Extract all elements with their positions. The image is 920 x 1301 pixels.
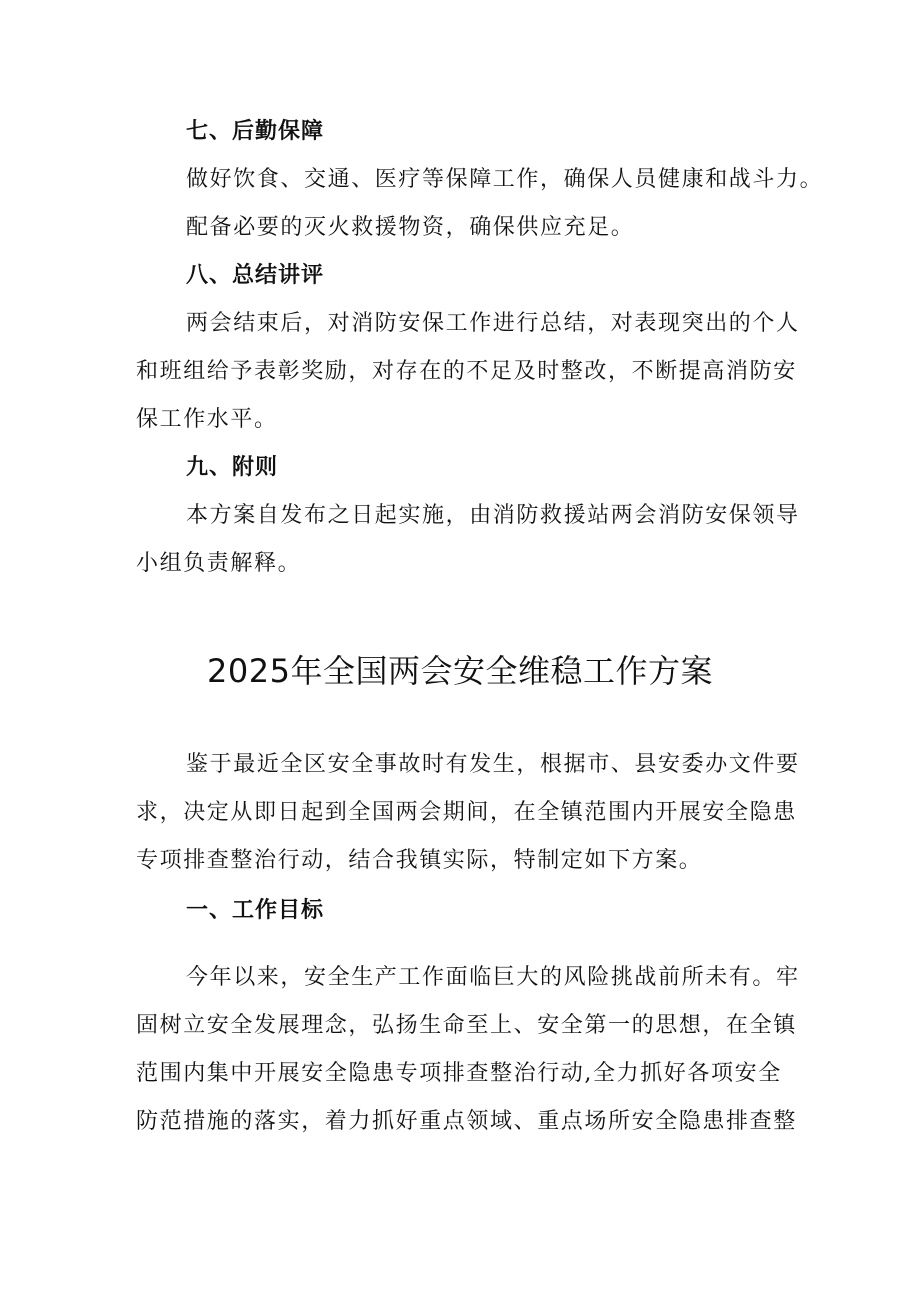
paragraph-line: 两会结束后，对消防安保工作进行总结，对表现突出的个人 [186,311,800,336]
paragraph-line: 专项排查整治行动，结合我镇实际，特制定如下方案。 [136,848,703,873]
paragraph-line: 防范措施的落实，着力抓好重点领域、重点场所安全隐患排查整 [136,1109,797,1134]
paragraph-line: 小组负责解释。 [136,551,302,576]
document-title: 2025年全国两会安全维稳工作方案 [207,652,713,690]
paragraph-line: 范围内集中开展安全隐患专项排查整治行动,全力抓好各项安全 [136,1061,782,1086]
paragraph-line: 和班组给予表彰奖励，对存在的不足及时整改，不断提高消防安 [136,359,797,384]
section-heading-seven: 七、后勤保障 [186,119,325,144]
section-heading-nine: 九、附则 [186,455,279,480]
section-heading-one: 一、工作目标 [186,898,325,923]
paragraph-line: 鉴于最近全区安全事故时有发生，根据市、县安委办文件要 [186,752,800,777]
paragraph-line: 求，决定从即日起到全国两会期间，在全镇范围内开展安全隐患 [136,800,797,825]
paragraph-line: 本方案自发布之日起实施，由消防救援站两会消防安保领导 [186,503,800,528]
paragraph-line: 今年以来，安全生产工作面临巨大的风险挑战前所未有。牢 [186,965,800,990]
paragraph-line: 保工作水平。 [136,407,278,432]
section-heading-eight: 八、总结讲评 [186,263,325,288]
paragraph-line: 固树立安全发展理念，弘扬生命至上、安全第一的思想，在全镇 [136,1013,797,1038]
paragraph-line: 做好饮食、交通、医疗等保障工作，确保人员健康和战斗力。 [186,167,824,192]
paragraph-line: 配备必要的灭火救援物资，确保供应充足。 [186,215,635,240]
